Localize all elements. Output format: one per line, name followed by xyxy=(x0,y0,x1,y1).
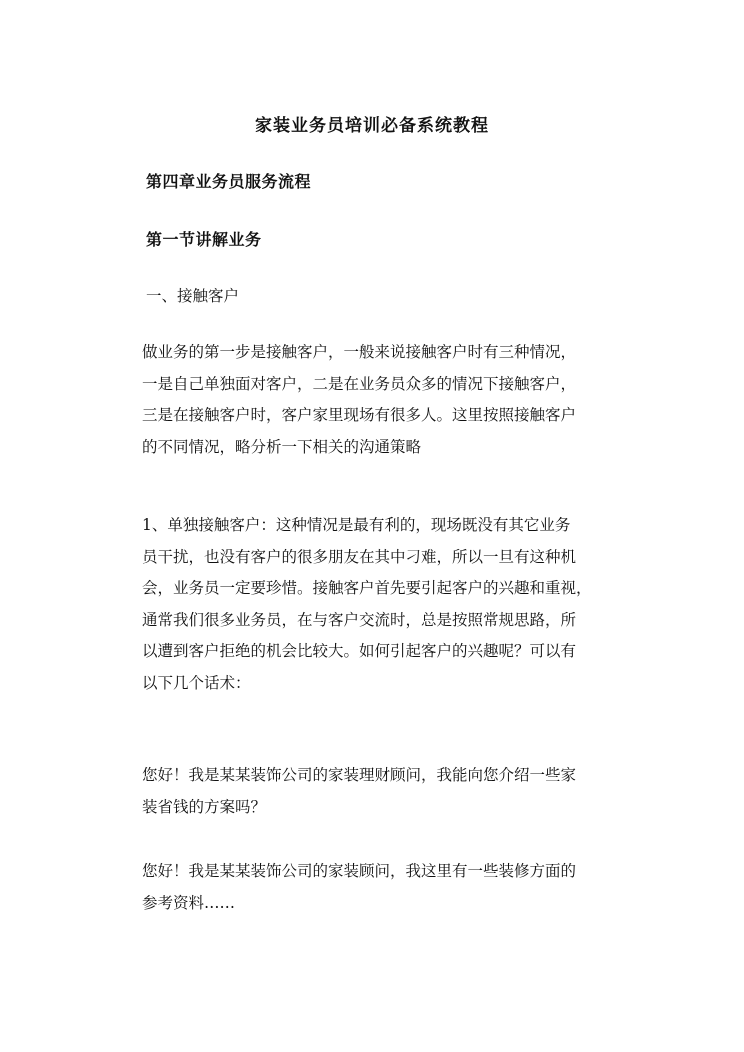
subsection-heading: 一、接触客户 xyxy=(146,287,240,305)
paragraph-script-2 xyxy=(142,856,634,919)
paragraph-line: 您好！我是某某装饰公司的家装理财顾问，我能向您介绍一些家 xyxy=(142,766,577,784)
document-title: 家装业务员培训必备系统教程 xyxy=(255,116,489,136)
paragraph-solo-contact xyxy=(142,510,634,699)
paragraph-line: 做业务的第一步是接触客户，一般来说接触客户时有三种情况， xyxy=(142,343,577,361)
paragraph-line: 您好！我是某某装饰公司的家装顾问，我这里有一些装修方面的 xyxy=(142,862,577,880)
paragraph-line: 以下几个话术： xyxy=(142,673,251,692)
paragraph-script-1 xyxy=(142,760,634,823)
paragraph-line: 会，业务员一定要珍惜。接触客户首先要引起客户的兴趣和重视， xyxy=(142,579,592,597)
paragraph-line: 参考资料…… xyxy=(142,893,236,912)
paragraph-line: 装省钱的方案吗？ xyxy=(142,797,267,816)
paragraph-line: 1、单独接触客户：这种情况是最有利的，现场既没有其它业务 xyxy=(142,516,571,534)
paragraph-line: 一是自己单独面对客户，二是在业务员众多的情况下接触客户， xyxy=(142,374,577,393)
paragraph-line: 以遭到客户拒绝的机会比较大。如何引起客户的兴趣呢？可以有 xyxy=(142,642,577,660)
section-heading: 第一节讲解业务 xyxy=(146,230,262,249)
paragraph-line: 通常我们很多业务员，在与客户交流时，总是按照常规思路，所 xyxy=(142,610,577,629)
chapter-heading: 第四章业务员服务流程 xyxy=(146,172,312,191)
paragraph-line: 的不同情况，略分析一下相关的沟通策略 xyxy=(142,437,422,456)
paragraph-line: 员干扰，也没有客户的很多朋友在其中刁难，所以一旦有这种机 xyxy=(142,547,577,566)
paragraph-intro xyxy=(142,337,634,463)
paragraph-line: 三是在接触客户时，客户家里现场有很多人。这里按照接触客户 xyxy=(142,406,577,424)
